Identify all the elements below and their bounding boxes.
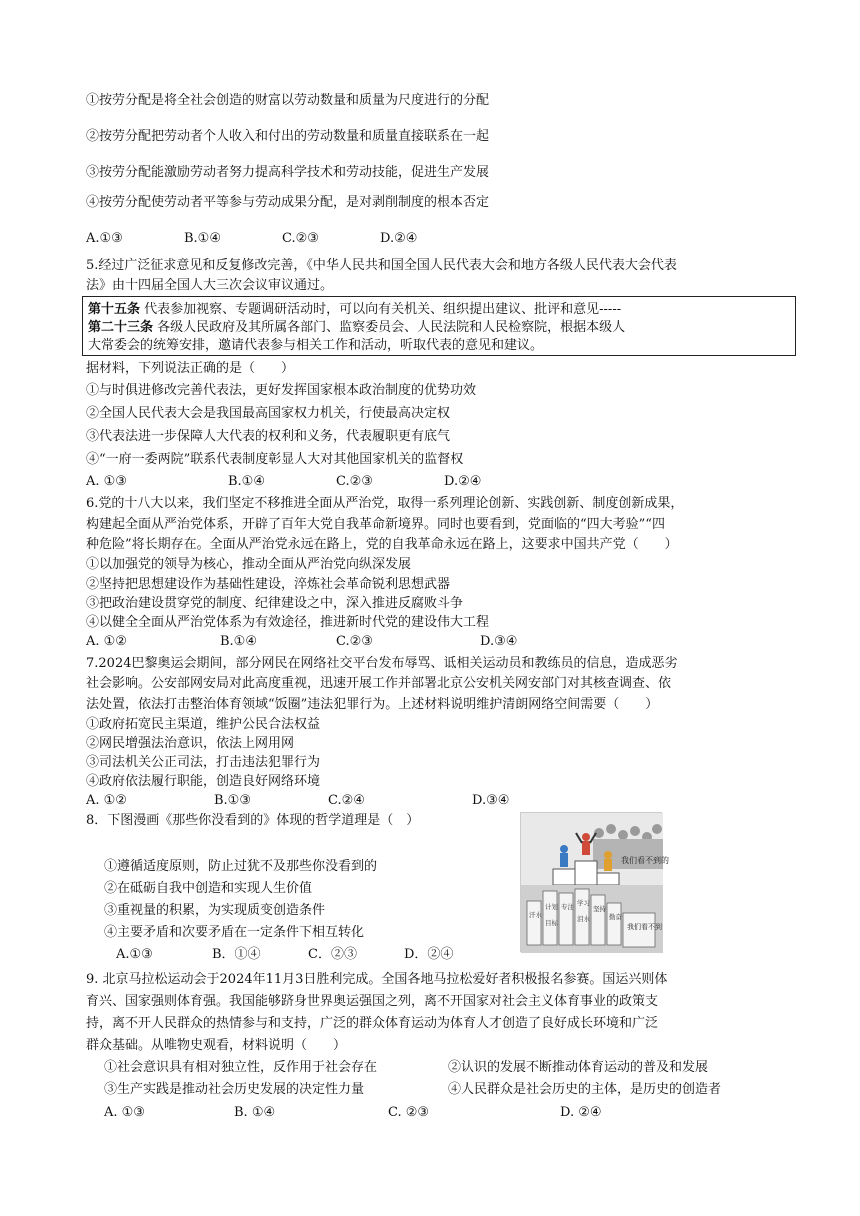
q4-statement-3: ③按劳分配能激励劳动者努力提高科学技术和劳动技能，促进生产发展 bbox=[86, 165, 490, 180]
q8-option-a[interactable]: A.①③ bbox=[116, 947, 153, 962]
q8-stem: 8．下图漫画《那些你没看到的》体现的哲学道理是（ ） bbox=[86, 813, 420, 828]
q8-cartoon-drawing bbox=[521, 813, 669, 953]
q6-option-b[interactable]: B.①④ bbox=[220, 634, 257, 649]
q7-option-b[interactable]: B.①③ bbox=[214, 793, 251, 808]
q6-statement-3: ③把政治建设贯穿党的制度、纪律建设之中，深入推进反腐败斗争 bbox=[86, 596, 464, 611]
q8-statement-2: ②在砥砺自我中创造和实现人生价值 bbox=[104, 881, 313, 896]
q9-stem-line-2: 育兴、国家强则体育强。我国能够跻身世界奥运强国之列，离不开国家对社会主义体育事业的政策支 bbox=[86, 994, 659, 1009]
q5-statement-2: ②全国人民代表大会是我国最高国家权力机关，行使最高决定权 bbox=[86, 406, 451, 421]
q5-article-23 bbox=[88, 319, 625, 336]
q5-option-c[interactable]: C.②③ bbox=[336, 474, 373, 489]
q5-option-a[interactable]: A. ①③ bbox=[86, 474, 127, 489]
q9-stem-line-1: 9. 北京马拉松运动会于2024年11月3日胜利完成。全国各地马拉松爱好者积极报名参赛。国运兴则体 bbox=[86, 972, 668, 987]
q8-block-label: 学习 bbox=[577, 899, 590, 907]
q5-stem-line-1: 5.经过广泛征求意见和反复修改完善，《中华人民共和国全国人民代表大会和地方各级人民代表大会代表 bbox=[86, 258, 677, 273]
q6-statement-1: ①以加强党的领导为核心，推动全面从严治党向纵深发展 bbox=[86, 557, 412, 572]
q6-statement-2: ②坚持把思想建设作为基础性建设，淬炼社会革命锐利思想武器 bbox=[86, 577, 451, 592]
q9-stem-line-3: 持，离不开人民群众的热情参与和支持，广泛的群众体育运动为体育人才创造了良好成长环境和广泛 bbox=[86, 1016, 659, 1031]
q6-option-a[interactable]: A. ①② bbox=[86, 634, 127, 649]
q5-statement-4: ④“一府一委两院”联系代表制度彰显人大对其他国家机关的监督权 bbox=[86, 452, 464, 467]
q4-statement-1: ①按劳分配是将全社会创造的财富以劳动数量和质量为尺度进行的分配 bbox=[86, 93, 490, 108]
q9-option-c[interactable]: C. ②③ bbox=[388, 1105, 430, 1120]
q7-option-c[interactable]: C.②④ bbox=[328, 793, 365, 808]
q4-statement-2: ②按劳分配把劳动者个人收入和付出的劳动数量和质量直接联系在一起 bbox=[86, 129, 490, 144]
q6-stem-line-3: 种危险”将长期存在。全面从严治党永远在路上，党的自我革命永远在路上，这要求中国共产党（ ） bbox=[86, 537, 678, 552]
q7-stem-line-3: 法处置，依法打击整治体育领域“饭圈”违法犯罪行为。上述材料说明维护清朗网络空间需要（ ） bbox=[86, 697, 659, 712]
q7-statement-3: ③司法机关公正司法，打击违法犯罪行为 bbox=[86, 755, 321, 770]
q8-block-label: 汗水 bbox=[529, 911, 542, 919]
q8-block-label: 泪水 bbox=[577, 915, 590, 923]
q8-block-label: 目标 bbox=[545, 919, 558, 927]
q5-option-b[interactable]: B.①④ bbox=[228, 474, 265, 489]
q5-article-23-cont: 大常委会的统筹安排，邀请代表参与相关工作和活动，听取代表的意见和建议。 bbox=[88, 338, 544, 353]
q8-option-d[interactable]: D．②④ bbox=[404, 947, 454, 962]
q5-statement-3: ③代表法进一步保障人大代表的权利和义务，代表履职更有底气 bbox=[86, 429, 451, 444]
q9-option-a[interactable]: A. ①③ bbox=[104, 1105, 145, 1120]
q9-option-b[interactable]: B. ①④ bbox=[234, 1105, 276, 1120]
q7-statement-4: ④政府依法履行职能，创造良好网络环境 bbox=[86, 774, 321, 789]
q8-cartoon bbox=[520, 812, 669, 952]
q7-stem-line-2: 社会影响。公安部网安局对此高度重视，迅速开展工作并部署北京公安机关网安部门对其核查调查、依 bbox=[86, 676, 672, 691]
q8-block-label: 计划 bbox=[545, 903, 558, 911]
q6-stem-line-2: 构建起全面从严治党体系，开辟了百年大党自我革命新境界。同时也要看到，党面临的“四大考验”“四 bbox=[86, 517, 665, 532]
q8-option-b[interactable]: B．①④ bbox=[212, 947, 261, 962]
q4-option-a[interactable]: A.①③ bbox=[86, 231, 123, 246]
q9-option-d[interactable]: D. ②④ bbox=[560, 1105, 602, 1120]
q7-statement-2: ②网民增强法治意识，依法上网用网 bbox=[86, 736, 295, 751]
q4-option-b[interactable]: B.①④ bbox=[184, 231, 221, 246]
q8-block-label: 勤奋 bbox=[609, 913, 622, 921]
q8-statement-1: ①遵循适度原则，防止过犹不及那些你没看到的 bbox=[104, 859, 378, 874]
q6-stem-line-1: 6.党的十八大以来，我们坚定不移推进全面从严治党，取得一系列理论创新、实践创新、制度创新成果， bbox=[86, 496, 684, 511]
q6-option-d[interactable]: D.③④ bbox=[480, 634, 518, 649]
q8-statement-4: ④主要矛盾和次要矛盾在一定条件下相互转化 bbox=[104, 925, 365, 940]
q6-statement-4: ④以健全全面从严治党体系为有效途径，推进新时代党的建设伟大工程 bbox=[86, 615, 490, 630]
q9-statement-4: ④人民群众是社会历史的主体，是历史的创造者 bbox=[448, 1082, 722, 1097]
q8-cartoon-title: 我们看不到的 bbox=[621, 856, 669, 865]
q8-block-label: 坚持 bbox=[593, 905, 606, 913]
q5-article-15-text: 代表参加视察、专题调研活动时，可以向有关机关、组织提出建议、批评和意见----- bbox=[140, 302, 622, 317]
q9-stem-line-4: 群众基础。从唯物史观看，材料说明（ ） bbox=[86, 1038, 347, 1053]
q7-option-a[interactable]: A. ①② bbox=[86, 793, 127, 808]
q4-statement-4: ④按劳分配使劳动者平等参与劳动成果分配，是对剥削制度的根本否定 bbox=[86, 195, 490, 210]
q4-option-d[interactable]: D.②④ bbox=[380, 231, 418, 246]
q8-cartoon-caption: 我们看不到 bbox=[627, 923, 662, 931]
q5-option-d[interactable]: D.②④ bbox=[444, 474, 482, 489]
q8-statement-3: ③重视量的积累，为实现质变创造条件 bbox=[104, 903, 326, 918]
q8-option-c[interactable]: C．②③ bbox=[308, 947, 357, 962]
q7-option-d[interactable]: D.③④ bbox=[472, 793, 510, 808]
q5-article-23-title: 第二十三条 bbox=[88, 320, 154, 335]
q8-block-label: 专注 bbox=[561, 903, 574, 911]
q6-option-c[interactable]: C.②③ bbox=[336, 634, 373, 649]
q5-statement-1: ①与时俱进修改完善代表法，更好发挥国家根本政治制度的优势功效 bbox=[86, 383, 477, 398]
q9-statement-3: ③生产实践是推动社会历史发展的决定性力量 bbox=[104, 1082, 365, 1097]
q5-material-box bbox=[82, 296, 796, 356]
q5-stem-line-2: 法》由十四届全国人大三次会议审议通过。 bbox=[86, 278, 334, 293]
q4-option-c[interactable]: C.②③ bbox=[282, 231, 319, 246]
q5-article-23-text: 各级人民政府及其所属各部门、监察委员会、人民法院和人民检察院，根据本级人 bbox=[153, 320, 626, 335]
q9-statement-1: ①社会意识具有相对独立性，反作用于社会存在 bbox=[104, 1060, 378, 1075]
q5-question: 据材料，下列说法正确的是（ ） bbox=[86, 361, 295, 376]
q5-article-15-title: 第十五条 bbox=[88, 302, 141, 317]
q7-statement-1: ①政府拓宽民主渠道，维护公民合法权益 bbox=[86, 717, 321, 732]
q9-statement-2: ②认识的发展不断推动体育运动的普及和发展 bbox=[448, 1060, 709, 1075]
q5-article-15 bbox=[88, 301, 621, 318]
q7-stem-line-1: 7.2024巴黎奥运会期间，部分网民在网络社交平台发布辱骂、诋相关运动员和教练员的信息，造成恶劣 bbox=[86, 656, 678, 671]
